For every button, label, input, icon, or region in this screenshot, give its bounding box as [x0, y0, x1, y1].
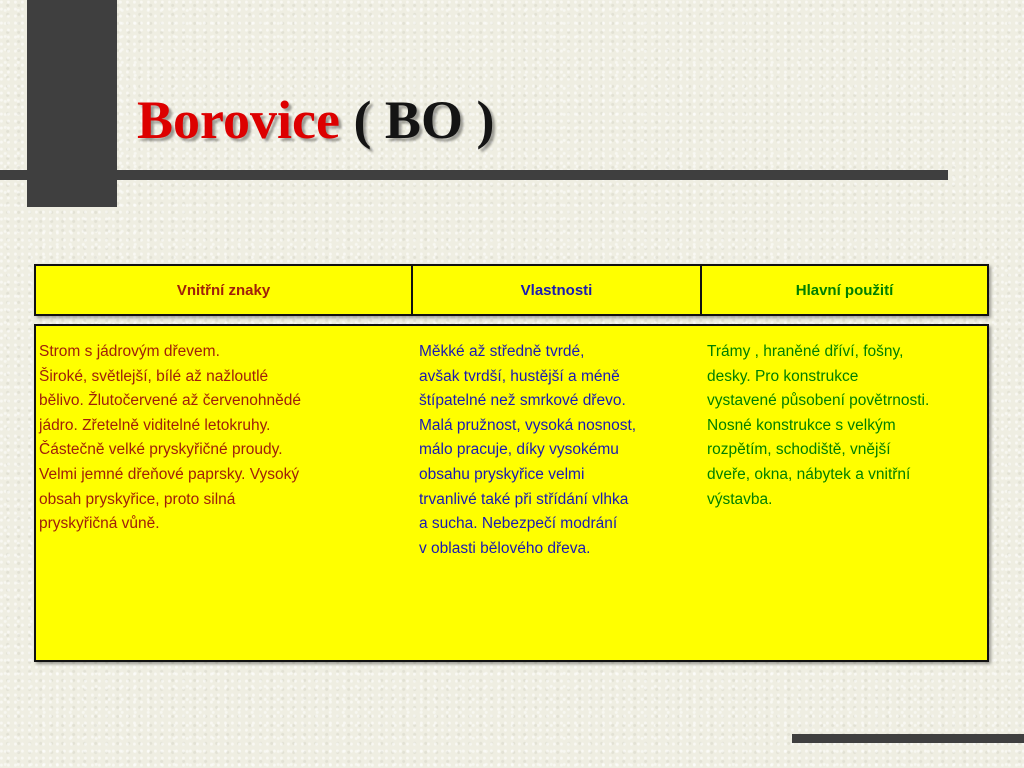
text-line: Trámy , hraněné dříví, fošny,	[707, 343, 904, 360]
text-line: výstavba.	[707, 490, 773, 508]
cell-vlastnosti	[416, 326, 704, 660]
text-line: pryskyřičná vůně.	[39, 515, 160, 533]
text-line: desky. Pro konstrukce	[707, 367, 859, 385]
text-line: dveře, okna, nábytek a vnitřní	[707, 465, 911, 483]
text-line: Měkké až středně tvrdé,	[419, 343, 585, 360]
header-vlastnosti: Vlastnosti	[413, 266, 702, 314]
slide-title	[137, 88, 494, 152]
text-line: trvanlivé také při střídání vlhka	[419, 490, 629, 508]
text-line: v oblasti bělového dřeva.	[419, 539, 591, 557]
cell-hlavni-pouziti	[704, 326, 987, 660]
text-line: bělivo. Žlutočervené až červenohnědé	[39, 392, 301, 410]
text-line: obsah pryskyřice, proto silná	[39, 490, 236, 508]
text-line: obsahu pryskyřice velmi	[419, 465, 585, 483]
table-header-row	[34, 264, 989, 316]
text-line: Strom s jádrovým dřevem.	[39, 343, 220, 360]
header-vnitrni-znaky: Vnitřní znaky	[36, 266, 413, 314]
header-hlavni-pouziti: Hlavní použití	[795, 281, 894, 299]
text-line: Nosné konstrukce s velkým	[707, 416, 896, 434]
slide-title-main: Borovice	[137, 90, 340, 150]
text-line: vystavené působení povětrnosti.	[707, 392, 930, 410]
title-divider-bar	[0, 170, 948, 180]
slide-title-abbreviation: ( BO )	[353, 90, 495, 150]
text-line: rozpětím, schodiště, vnější	[707, 441, 891, 459]
text-line: Široké, světlejší, bílé až nažloutlé	[39, 367, 269, 385]
cell-vnitrni-znaky	[36, 326, 416, 660]
text-line: Velmi jemné dřeňové paprsky. Vysoký	[39, 465, 300, 483]
text-line: a sucha. Nebezpečí modrání	[419, 515, 618, 533]
text-line: avšak tvrdší, hustější a méně	[419, 367, 620, 385]
table-body-row	[34, 324, 989, 662]
text-line: jádro. Zřetelně viditelné letokruhy.	[39, 416, 271, 434]
text-line: štípatelné než smrkové dřevo.	[419, 392, 626, 410]
text-line: Částečně velké pryskyřičné proudy.	[39, 441, 283, 459]
text-line: Malá pružnost, vysoká nosnost,	[419, 416, 637, 434]
text-line: málo pracuje, díky vysokému	[419, 441, 619, 459]
footer-divider-bar	[792, 734, 1024, 743]
